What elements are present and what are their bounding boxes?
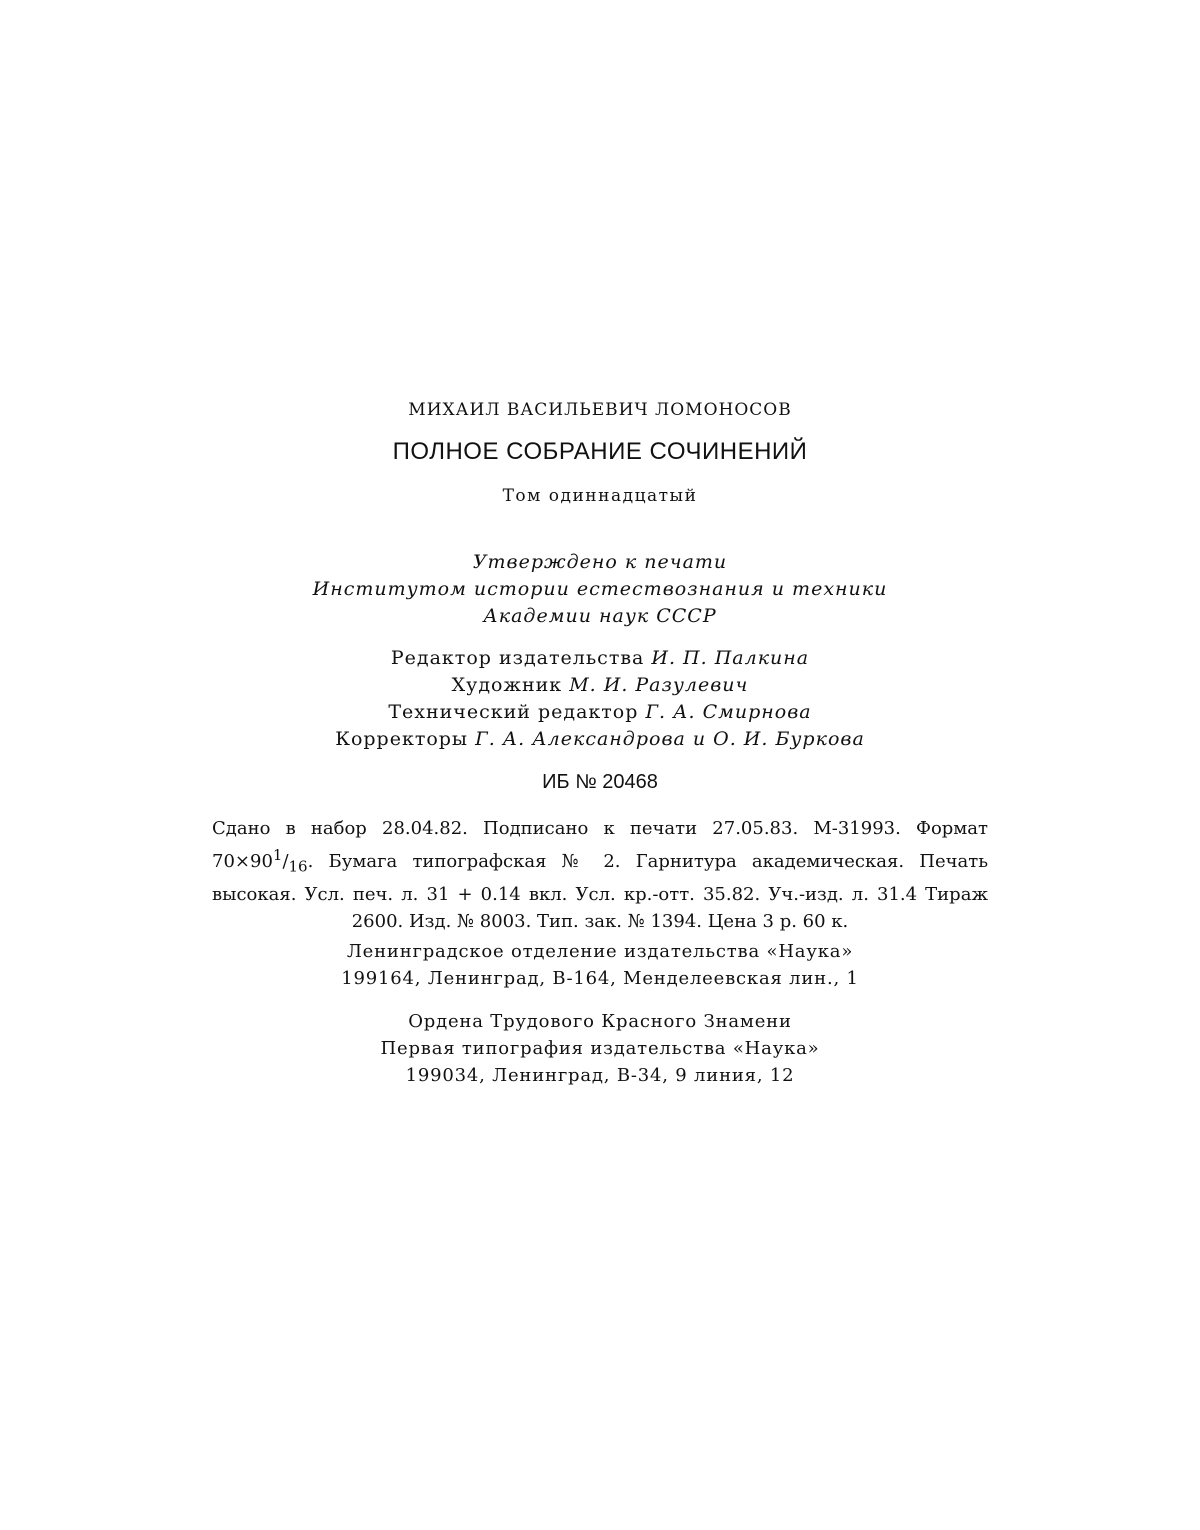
print-details-text-before: Сдано в набор 28.04.82. Подписано к печати 27.05.83. М-31993. Формат 70×90	[212, 818, 988, 872]
print-details: Сдано в набор 28.04.82. Подписано к печати 27.05.83. М-31993. Формат $70\times 90^1/_{16}$. Бумага типографская № 2. Гарнитура академическая. Печать высокая. Усл. печ. л. 31 + 0.14 вкл. Усл. кр.-отт. 35.82. Уч.-изд. л. 31.4 Тираж 2600. Изд. № 8003. Тип. зак. № 1394. Цена 3 р. 60 к.	[212, 818, 988, 932]
printer-line: Ордена Трудового Красного Знамени	[408, 1011, 792, 1032]
staff-name: Г. А. Смирнова	[645, 701, 812, 723]
publisher-address	[0, 938, 1200, 992]
approval-statement	[0, 549, 1200, 630]
format-subscript: 16	[288, 857, 308, 876]
staff-line-editor	[0, 645, 1200, 672]
approval-line: Утверждено к печати	[472, 551, 728, 573]
staff-role: Технический редактор	[388, 701, 639, 723]
work-title: ПОЛНОЕ СОБРАНИЕ СОЧИНЕНИЙ	[392, 438, 808, 465]
printer-line: Первая типография издательства «Наука»	[380, 1038, 820, 1059]
printer-line: 199034, Ленинград, В-34, 9 линия, 12	[405, 1065, 795, 1086]
approval-line: Академии наук СССР	[483, 605, 717, 627]
staff-line-proofreaders	[0, 726, 1200, 753]
staff-name: Г. А. Александрова и О. И. Буркова	[475, 728, 865, 750]
printer-address	[0, 1008, 1200, 1089]
staff-credits	[0, 645, 1200, 753]
publisher-line: 199164, Ленинград, В-164, Менделеевская лин., 1	[341, 968, 859, 989]
staff-name: М. И. Разулевич	[569, 674, 749, 696]
ib-number: ИБ № 20468	[542, 771, 658, 793]
staff-line-tech-editor	[0, 699, 1200, 726]
format-superscript: 1	[272, 846, 283, 864]
staff-role: Художник	[451, 674, 563, 696]
staff-name: И. П. Палкина	[651, 647, 810, 669]
staff-role: Корректоры	[335, 728, 469, 750]
print-details-text-after: . Бумага типографская № 2. Гарнитура академическая. Печать высокая. Усл. печ. л. 31 + 0.14 вкл. Усл. кр.-отт. 35.82. Уч.-изд. л. 31.4 Тираж 2600. Изд. № 8003. Тип. зак. № 1394. Цена 3 р. 60 к.	[212, 851, 988, 932]
approval-line: Институтом истории естествознания и техники	[312, 578, 888, 600]
publisher-line: Ленинградское отделение издательства «Наука»	[346, 941, 854, 962]
volume-label: Том одиннадцатый	[502, 486, 698, 506]
staff-role: Редактор издательства	[390, 647, 645, 669]
staff-line-artist	[0, 672, 1200, 699]
author-name: МИХАИЛ ВАСИЛЬЕВИЧ ЛОМОНОСОВ	[408, 400, 792, 420]
